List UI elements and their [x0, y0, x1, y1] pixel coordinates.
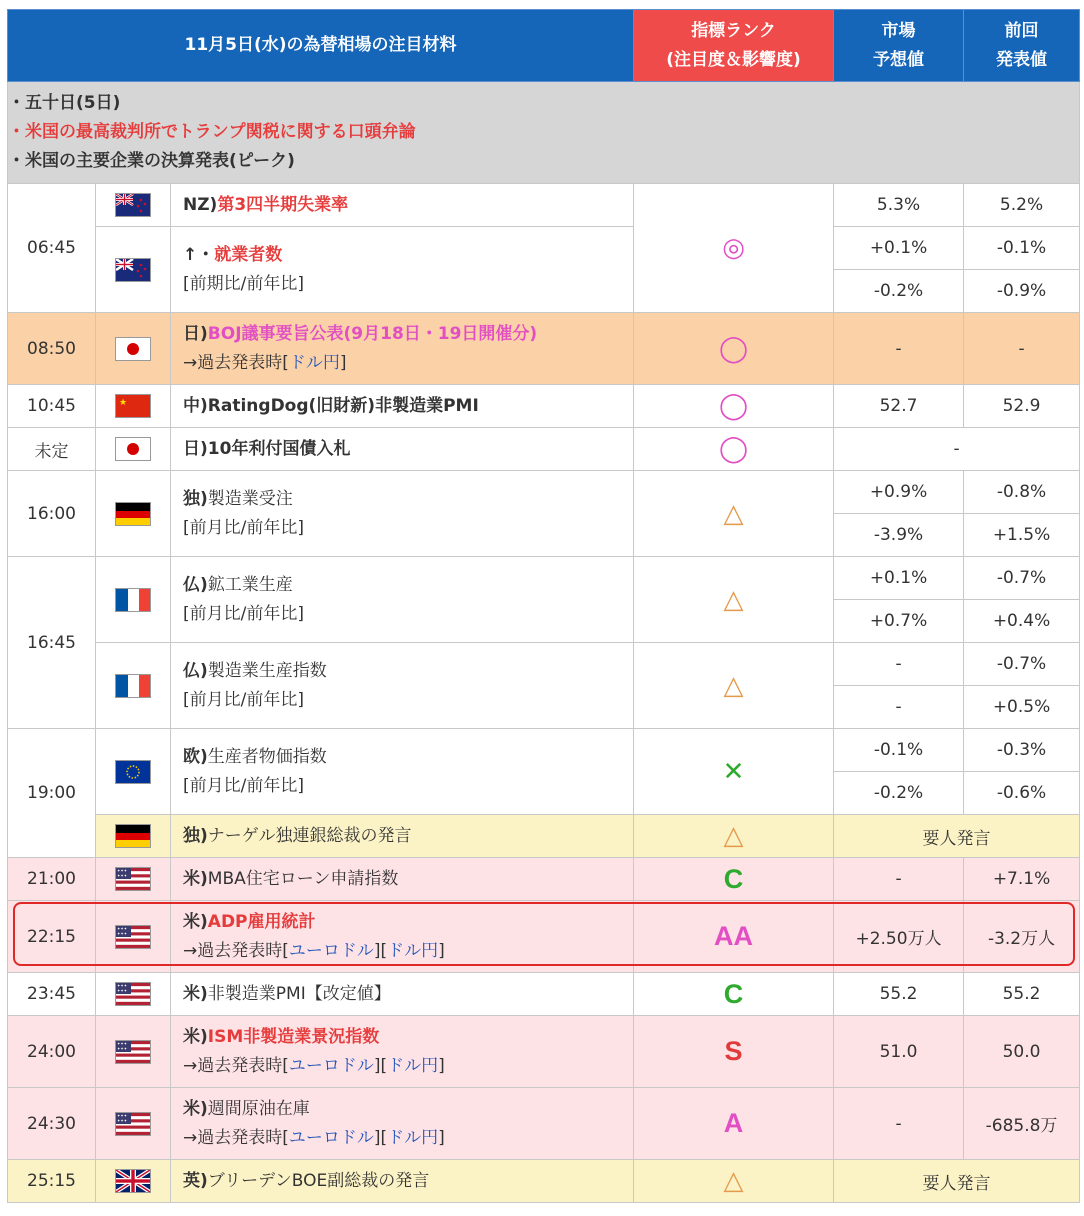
header-forecast: 市場 予想値 [834, 10, 964, 82]
table-row [8, 815, 1080, 858]
indicator-name: 米)ADP雇用統計 →過去発表時[ユーロドル][ドル円] [171, 901, 634, 973]
flag-cell [96, 471, 171, 557]
link-euro-dollar[interactable]: ユーロドル [288, 1127, 374, 1148]
indicator-name: 米)非製造業PMI【改定値】 [171, 973, 634, 1016]
table-row [8, 1088, 1080, 1160]
economic-calendar-table [7, 9, 1080, 1203]
previous-value: -0.7% [964, 557, 1080, 600]
flag-cell [96, 313, 171, 385]
time-cell: 16:45 [8, 557, 96, 729]
rank-circle-icon: ◯ [634, 385, 834, 428]
forecast-value: - [834, 643, 964, 686]
note-item: ・五十日(5日) [8, 93, 121, 113]
forecast-value: -0.2% [834, 772, 964, 815]
rank-cross-icon: ✕ [634, 729, 834, 815]
indicator-name: 仏)製造業生産指数 [前月比/前年比] [171, 643, 634, 729]
rank-circle-icon: ◯ [634, 313, 834, 385]
merged-value: - [834, 428, 1080, 471]
table-row [8, 1016, 1080, 1088]
table-row [8, 227, 1080, 270]
rank-grade: C [634, 858, 834, 901]
fr-flag-icon [115, 588, 151, 612]
note-item: ・米国の最高裁判所でトランプ関税に関する口頭弁論 [8, 122, 416, 142]
svg-text:✦✦✦: ✦✦✦ [117, 988, 128, 993]
forecast-value: -0.2% [834, 270, 964, 313]
svg-text:★: ★ [119, 398, 128, 408]
indicator-name: 英)ブリーデンBOE副総裁の発言 [171, 1160, 634, 1203]
notes-box [8, 82, 1080, 184]
flag-cell [96, 385, 171, 428]
us-flag-icon [115, 982, 151, 1006]
rank-triangle-icon: △ [634, 557, 834, 643]
forecast-value: -3.9% [834, 514, 964, 557]
indicator-name: 独)製造業受注 [前月比/前年比] [171, 471, 634, 557]
forecast-value: 52.7 [834, 385, 964, 428]
jp-flag-icon [115, 337, 151, 361]
de-flag-icon [115, 502, 151, 526]
rank-triangle-icon: △ [634, 1160, 834, 1203]
time-cell: 10:45 [8, 385, 96, 428]
forecast-value: 51.0 [834, 1016, 964, 1088]
previous-value: -0.7% [964, 643, 1080, 686]
svg-text:✦✦✦: ✦✦✦ [117, 925, 128, 931]
previous-value: 5.2% [964, 184, 1080, 227]
flag-cell [96, 1088, 171, 1160]
flag-cell [96, 815, 171, 858]
previous-value: +0.5% [964, 686, 1080, 729]
indicator-name: NZ)第3四半期失業率 [171, 184, 634, 227]
table-row [8, 471, 1080, 514]
table-row [8, 385, 1080, 428]
cn-flag-icon [115, 394, 151, 418]
table-row [8, 313, 1080, 385]
svg-text:✦✦✦: ✦✦✦ [117, 873, 128, 878]
indicator-name: 米)週間原油在庫 →過去発表時[ユーロドル][ドル円] [171, 1088, 634, 1160]
header-rank: 指標ランク (注目度＆影響度) [634, 10, 834, 82]
table-row [8, 557, 1080, 600]
time-cell: 23:45 [8, 973, 96, 1016]
flag-cell [96, 1016, 171, 1088]
forecast-value: - [834, 1088, 964, 1160]
indicator-name: 独)ナーゲル独連銀総裁の発言 [171, 815, 634, 858]
svg-text:✦✦✦: ✦✦✦ [117, 1117, 128, 1123]
link-dollar-yen[interactable]: ドル円 [387, 940, 439, 961]
svg-text:✦✦✦: ✦✦✦ [117, 868, 128, 873]
rank-triangle-icon: △ [634, 471, 834, 557]
fr-flag-icon [115, 674, 151, 698]
header-row [8, 10, 1080, 82]
link-euro-dollar[interactable]: ユーロドル [288, 1055, 374, 1076]
flag-cell [96, 973, 171, 1016]
time-cell: 19:00 [8, 729, 96, 858]
flag-cell [96, 184, 171, 227]
forecast-value: +0.1% [834, 557, 964, 600]
forecast-value: +0.7% [834, 600, 964, 643]
indicator-name: 欧)生産者物価指数 [前月比/前年比] [171, 729, 634, 815]
flag-cell [96, 227, 171, 313]
previous-value: -0.1% [964, 227, 1080, 270]
previous-value: 52.9 [964, 385, 1080, 428]
svg-text:✦✦✦: ✦✦✦ [117, 983, 128, 988]
time-cell: 24:30 [8, 1088, 96, 1160]
time-cell: 06:45 [8, 184, 96, 313]
previous-value: -0.9% [964, 270, 1080, 313]
time-cell: 未定 [8, 428, 96, 471]
merged-value: 要人発言 [834, 815, 1080, 858]
table-row [8, 901, 1080, 973]
table-row [8, 973, 1080, 1016]
time-cell: 22:15 [8, 901, 96, 973]
notes-row [8, 82, 1080, 184]
forecast-value: - [834, 858, 964, 901]
merged-value: 要人発言 [834, 1160, 1080, 1203]
header-previous: 前回 発表値 [964, 10, 1080, 82]
rank-double-circle-icon: ◎ [634, 184, 834, 313]
indicator-name: 中)RatingDog(旧財新)非製造業PMI [171, 385, 634, 428]
forecast-value: 55.2 [834, 973, 964, 1016]
previous-value: -0.8% [964, 471, 1080, 514]
table-row [8, 1160, 1080, 1203]
flag-cell [96, 858, 171, 901]
us-flag-icon [115, 1040, 151, 1064]
time-cell: 16:00 [8, 471, 96, 557]
rank-grade: AA [634, 901, 834, 973]
forecast-value: +0.1% [834, 227, 964, 270]
eu-flag-icon [115, 760, 151, 784]
rank-triangle-icon: △ [634, 643, 834, 729]
rank-circle-icon: ◯ [634, 428, 834, 471]
previous-value: -0.3% [964, 729, 1080, 772]
jp-flag-icon [115, 437, 151, 461]
previous-value: -3.2万人 [964, 901, 1080, 973]
rank-triangle-icon: △ [634, 815, 834, 858]
forecast-value: +0.9% [834, 471, 964, 514]
table-row [8, 643, 1080, 686]
time-cell: 24:00 [8, 1016, 96, 1088]
previous-value: 55.2 [964, 973, 1080, 1016]
nz-flag-icon [115, 258, 151, 282]
indicator-name: ↑・就業者数 [前期比/前年比] [171, 227, 634, 313]
us-flag-icon [115, 925, 151, 949]
indicator-name: 日)10年利付国債入札 [171, 428, 634, 471]
flag-cell [96, 901, 171, 973]
rank-grade: C [634, 973, 834, 1016]
header-title: 11月5日(水)の為替相場の注目材料 [8, 10, 634, 82]
previous-value: +7.1% [964, 858, 1080, 901]
flag-cell [96, 643, 171, 729]
indicator-name: 日)BOJ議事要旨公表(9月18日・19日開催分) →過去発表時[ドル円] [171, 313, 634, 385]
flag-cell [96, 1160, 171, 1203]
table-row [8, 428, 1080, 471]
time-cell: 25:15 [8, 1160, 96, 1203]
previous-value: - [964, 313, 1080, 385]
previous-value: -685.8万 [964, 1088, 1080, 1160]
svg-text:✦✦✦: ✦✦✦ [117, 930, 128, 936]
indicator-name: 米)ISM非製造業景況指数 →過去発表時[ユーロドル][ドル円] [171, 1016, 634, 1088]
svg-text:✦✦✦: ✦✦✦ [117, 1112, 128, 1118]
link-euro-dollar[interactable]: ユーロドル [288, 940, 374, 961]
forecast-value: - [834, 686, 964, 729]
indicator-name: 米)MBA住宅ローン申請指数 [171, 858, 634, 901]
forecast-value: - [834, 313, 964, 385]
link-dollar-yen[interactable]: ドル円 [387, 1055, 439, 1076]
previous-value: +1.5% [964, 514, 1080, 557]
table-row [8, 729, 1080, 772]
forecast-value: +2.50万人 [834, 901, 964, 973]
us-flag-icon [115, 867, 151, 891]
flag-cell [96, 729, 171, 815]
previous-value: -0.6% [964, 772, 1080, 815]
previous-value: +0.4% [964, 600, 1080, 643]
link-dollar-yen[interactable]: ドル円 [288, 352, 340, 373]
us-flag-icon [115, 1112, 151, 1136]
link-dollar-yen[interactable]: ドル円 [387, 1127, 439, 1148]
svg-text:✦✦✦: ✦✦✦ [117, 1040, 128, 1046]
svg-text:✦✦✦: ✦✦✦ [117, 1045, 128, 1051]
de-flag-icon [115, 824, 151, 848]
forecast-value: 5.3% [834, 184, 964, 227]
flag-cell [96, 428, 171, 471]
rank-grade: S [634, 1016, 834, 1088]
flag-cell [96, 557, 171, 643]
previous-value: 50.0 [964, 1016, 1080, 1088]
nz-flag-icon [115, 193, 151, 217]
note-item: ・米国の主要企業の決算発表(ピーク) [8, 151, 295, 171]
table-row [8, 858, 1080, 901]
time-cell: 21:00 [8, 858, 96, 901]
time-cell: 08:50 [8, 313, 96, 385]
rank-grade: A [634, 1088, 834, 1160]
table-row [8, 184, 1080, 227]
indicator-name: 仏)鉱工業生産 [前月比/前年比] [171, 557, 634, 643]
uk-flag-icon [115, 1169, 151, 1193]
forecast-value: -0.1% [834, 729, 964, 772]
